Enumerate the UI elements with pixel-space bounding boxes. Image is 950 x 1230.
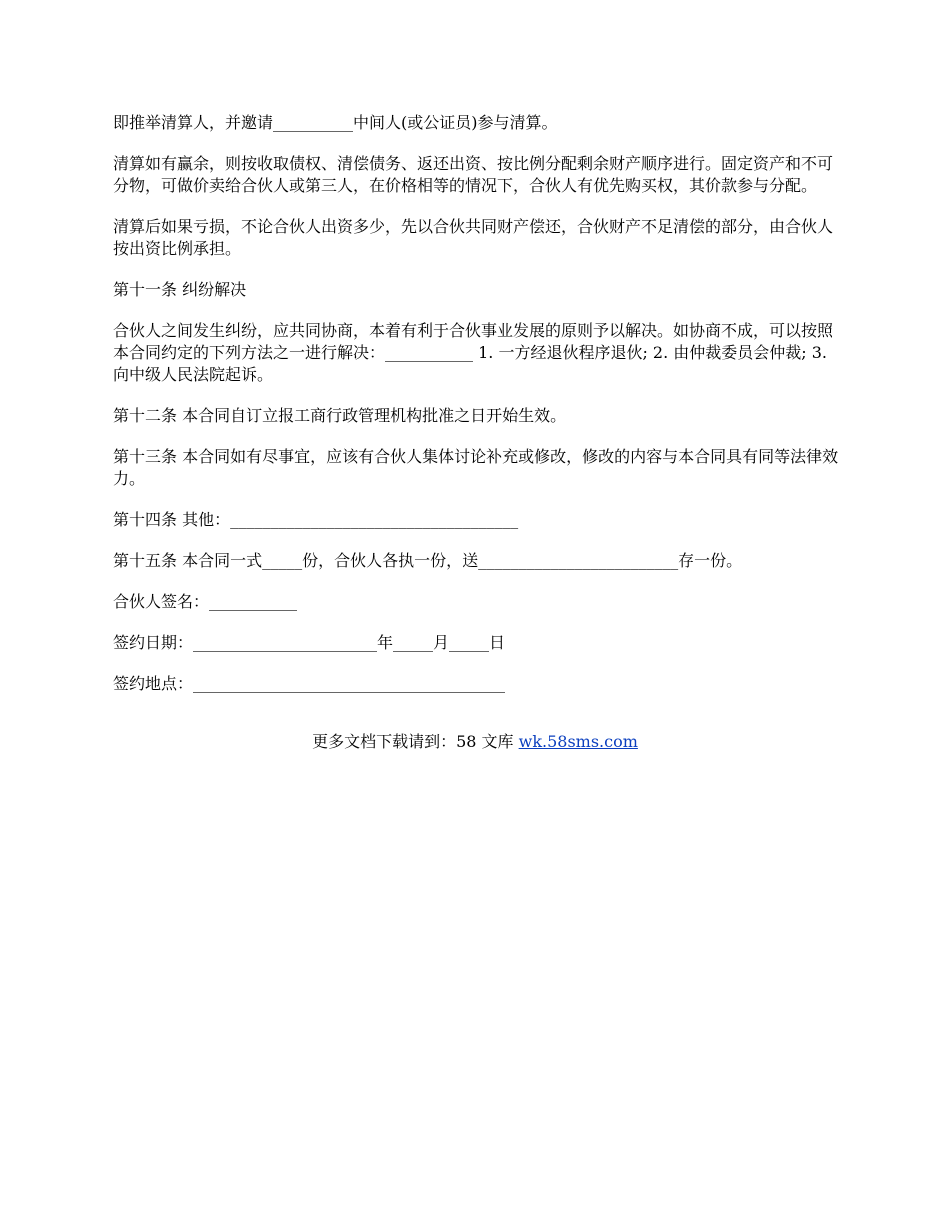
footer-text: 更多文档下载请到：58 文库	[312, 732, 519, 751]
article-14: 第十四条 其他：____________________________________	[113, 510, 519, 529]
article-13: 第十三条 本合同如有尽事宜，应该有合伙人集体讨论补充或修改，修改的内容与本合同具有同等法律效力。	[113, 447, 839, 488]
footer	[0, 731, 950, 753]
partner-signature-line: 合伙人签名：___________	[113, 592, 298, 611]
footer-link[interactable]: wk.58sms.com	[518, 732, 638, 751]
signing-date-line: 签约日期：_______________________年_____月_____日	[113, 633, 506, 652]
signing-place-line: 签约地点：_______________________________________	[113, 674, 506, 693]
paragraph-liquidator: 即推举清算人，并邀请__________中间人(或公证员)参与清算。	[113, 113, 558, 132]
paragraph-dispute: 合伙人之间发生纠纷，应共同协商，本着有利于合伙事业发展的原则予以解决。如协商不成，可以按照本合同约定的下列方法之一进行解决：___________ 1. 一方经退伙程序退伙; 2. 由仲裁委员会仲裁; 3. 向中级人民法院起诉。	[113, 321, 834, 384]
document-body	[113, 112, 840, 714]
article-11-heading: 第十一条 纠纷解决	[113, 280, 247, 299]
article-12: 第十二条 本合同自订立报工商行政管理机构批准之日开始生效。	[113, 406, 567, 425]
paragraph-surplus: 清算如有赢余，则按收取债权、清偿债务、返还出资、按比例分配剩余财产顺序进行。固定资产和不可分物，可做价卖给合伙人或第三人，在价格相等的情况下，合伙人有优先购买权，其价款参与分配。	[113, 154, 834, 195]
paragraph-loss: 清算后如果亏损，不论合伙人出资多少，先以合伙共同财产偿还，合伙财产不足清偿的部分，由合伙人按出资比例承担。	[113, 217, 834, 258]
article-15: 第十五条 本合同一式_____份，合伙人各执一份，送_________________________存一份。	[113, 551, 743, 570]
